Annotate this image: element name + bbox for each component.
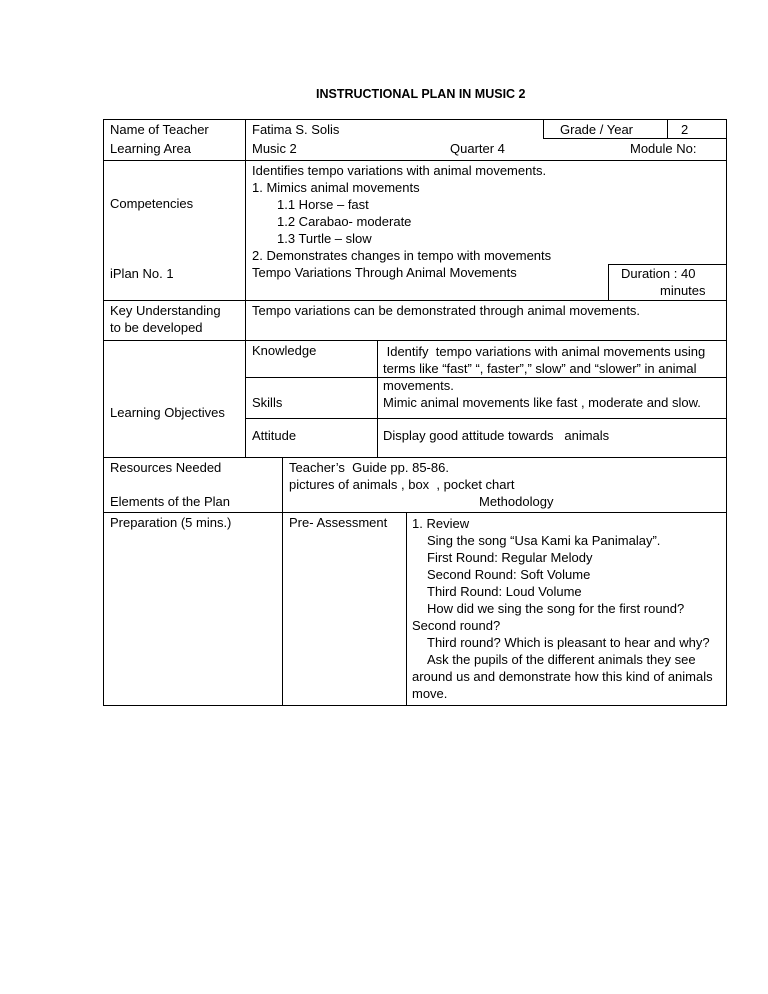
methodology-line: How did we sing the song for the first round? [427, 601, 685, 616]
quarter-value: Quarter 4 [450, 141, 505, 156]
key-understanding-label: Key Understanding [110, 303, 221, 318]
elements-label: Elements of the Plan [110, 494, 230, 509]
key-understanding-label: to be developed [110, 320, 203, 335]
methodology-line: Sing the song “Usa Kami ka Panimalay”. [427, 533, 661, 548]
competency-line: 1.1 Horse – fast [277, 197, 369, 212]
duration-unit: minutes [660, 283, 706, 298]
grade-label: Grade / Year [560, 122, 633, 137]
methodology-line: Third Round: Loud Volume [427, 584, 582, 599]
methodology-line: 1. Review [412, 516, 470, 531]
iplan-value: Tempo Variations Through Animal Movements [252, 265, 517, 280]
methodology-line: Second round? [412, 618, 501, 633]
methodology-line: Second Round: Soft Volume [427, 567, 591, 582]
learning-area-label: Learning Area [110, 141, 191, 156]
pre-assessment-label: Pre- Assessment [289, 515, 388, 530]
teacher-value: Fatima S. Solis [252, 122, 340, 137]
learning-objectives-label: Learning Objectives [110, 405, 225, 420]
module-label: Module No: [630, 141, 697, 156]
grade-value: 2 [681, 122, 689, 137]
attitude-value: Display good attitude towards animals [383, 428, 610, 443]
methodology-heading: Methodology [479, 494, 554, 509]
competency-line: Identifies tempo variations with animal movements. [252, 163, 547, 178]
competency-line: 1.3 Turtle – slow [277, 231, 372, 246]
learning-area-value: Music 2 [252, 141, 297, 156]
duration-value: Duration : 40 [621, 266, 696, 281]
preparation-label: Preparation (5 mins.) [110, 515, 232, 530]
document-title: INSTRUCTIONAL PLAN IN MUSIC 2 [316, 87, 526, 101]
skills-value: Mimic animal movements like fast , moderate and slow. [383, 395, 701, 410]
methodology-line: move. [412, 686, 448, 701]
resources-line: pictures of animals , box , pocket chart [289, 477, 515, 492]
iplan-label: iPlan No. 1 [110, 266, 174, 281]
resources-line: Teacher’s Guide pp. 85-86. [289, 460, 449, 475]
skills-label: Skills [252, 395, 283, 410]
competency-line: 2. Demonstrates changes in tempo with movements [252, 248, 552, 263]
knowledge-line: movements. [383, 378, 454, 393]
competency-line: 1.2 Carabao- moderate [277, 214, 412, 229]
resources-label: Resources Needed [110, 460, 222, 475]
teacher-label: Name of Teacher [110, 122, 209, 137]
methodology-line: Third round? Which is pleasant to hear and why? [427, 635, 710, 650]
knowledge-line: terms like “fast” “, faster”,” slow” and “slower” in animal [383, 361, 697, 376]
methodology-line: First Round: Regular Melody [427, 550, 593, 565]
attitude-label: Attitude [252, 428, 297, 443]
methodology-line: around us and demonstrate how this kind of animals [412, 669, 713, 684]
methodology-line: Ask the pupils of the different animals they see [427, 652, 696, 667]
knowledge-line: Identify tempo variations with animal movements using [383, 344, 706, 359]
knowledge-label: Knowledge [252, 343, 317, 358]
competency-line: 1. Mimics animal movements [252, 180, 420, 195]
key-understanding-value: Tempo variations can be demonstrated through animal movements. [252, 303, 641, 318]
competencies-label: Competencies [110, 196, 194, 211]
